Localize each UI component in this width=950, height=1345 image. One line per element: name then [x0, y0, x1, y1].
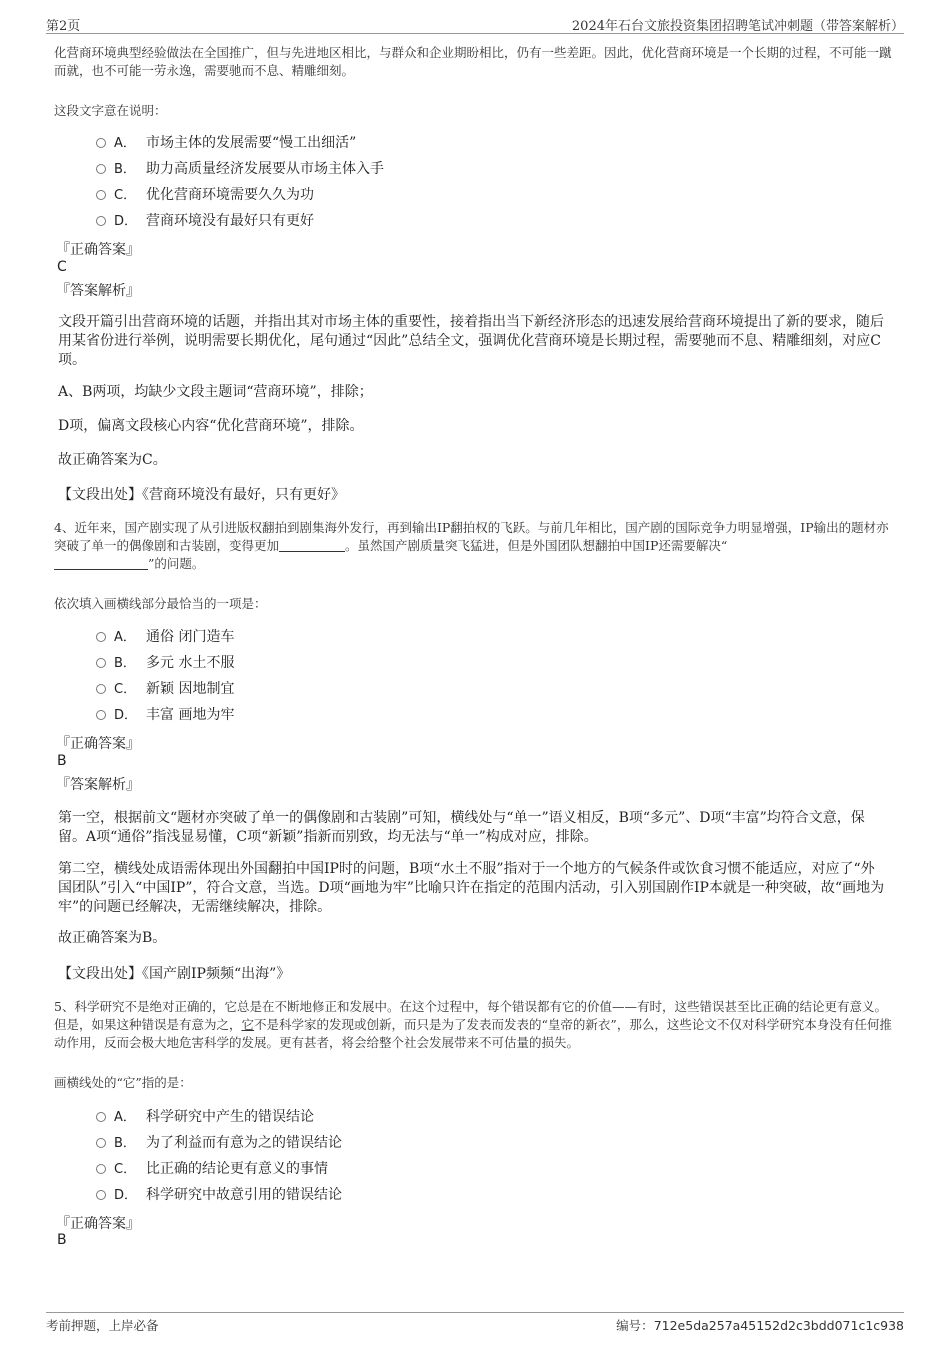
- q5-prompt: 画横线处的“它”指的是：: [54, 1075, 192, 1090]
- q3-option-d[interactable]: D． 营商环境没有最好只有更好: [96, 208, 384, 234]
- radio-icon[interactable]: [96, 1190, 106, 1200]
- page-header: [46, 13, 904, 34]
- q4-option-d[interactable]: D． 丰富 画地为牢: [96, 702, 234, 728]
- q3-option-b[interactable]: B． 助力高质量经济发展要从市场主体入手: [96, 156, 384, 182]
- footer-slogan: 考前押题，上岸必备: [46, 1318, 159, 1333]
- q3-analysis-4: 故正确答案为C。: [58, 452, 167, 468]
- q3-answer-label: 『正确答案』: [56, 242, 140, 258]
- radio-icon[interactable]: [96, 684, 106, 694]
- q3-option-c[interactable]: C． 优化营商环境需要久久为功: [96, 182, 384, 208]
- q4-option-b[interactable]: B． 多元 水土不服: [96, 650, 234, 676]
- q4-analysis-3: 故正确答案为B。: [58, 930, 167, 946]
- q5-option-b[interactable]: B． 为了利益而有意为之的错误结论: [96, 1130, 342, 1156]
- radio-icon[interactable]: [96, 658, 106, 668]
- q3-analysis-3: D项，偏离文段核心内容“优化营商环境”，排除。: [58, 418, 364, 434]
- q5-option-a[interactable]: A． 科学研究中产生的错误结论: [96, 1104, 342, 1130]
- q5-options: [96, 1104, 342, 1208]
- q3-analysis-2: A、B两项，均缺少文段主题词“营商环境”，排除；: [58, 384, 373, 400]
- document-title: 2024年石台文旅投资集团招聘笔试冲刺题（带答案解析）: [571, 19, 904, 34]
- q3-analysis-1: 文段开篇引出营商环境的话题，并指出其对市场主体的重要性，接着指出当下新经济形态的迅速发展给营商环境提出了新的要求，随后用某省份进行举例，说明需要长期优化，尾句通过“因此”总结全文，强调优化营商环境是长期过程，需要驰而不息、精雕细刻，对应C项。: [58, 314, 884, 368]
- q4-analysis-2: 第二空，横线处成语需体现出外国翻拍中国IP时的问题，B项“水土不服”指对于一个地方的气候条件或饮食习惯不能适应，对应了“外国团队”引入“中国IP”，符合文意，当选。D项“画地为牢”比喻只许在指定的范围内活动，引入别国剧作IP本就是一种突破，故“画地为牢”的问题已经解决，无需继续解决，排除。: [58, 861, 885, 915]
- q4-options: [96, 624, 234, 728]
- fill-blank-2: [54, 557, 148, 570]
- q5-answer: B: [57, 1232, 67, 1248]
- radio-icon[interactable]: [96, 164, 106, 174]
- document-id: 编号：712e5da257a45152d2c3bdd071c1c938: [616, 1318, 904, 1333]
- q3-analysis-label: 『答案解析』: [56, 283, 140, 299]
- q4-analysis-1: 第一空，根据前文“题材亦突破了单一的偶像剧和古装剧”可知，横线处与“单一”语义相反，B项“多元”、D项“丰富”均符合文意，保留。A项“通俗”指浅显易懂，C项“新颖”指新而别致，均无法与“单一”构成对应，排除。: [58, 810, 865, 845]
- q4-prompt: 依次填入画横线部分最恰当的一项是：: [54, 596, 267, 611]
- q5-answer-label: 『正确答案』: [56, 1216, 140, 1232]
- q5-option-c[interactable]: C． 比正确的结论更有意义的事情: [96, 1156, 342, 1182]
- q4-answer-label: 『正确答案』: [56, 736, 140, 752]
- document-code: 712e5da257a45152d2c3bdd071c1c938: [653, 1318, 904, 1333]
- page-footer: [46, 1312, 904, 1335]
- q4-answer: B: [57, 753, 67, 769]
- q3-options: [96, 130, 384, 234]
- radio-icon[interactable]: [96, 1112, 106, 1122]
- radio-icon[interactable]: [96, 190, 106, 200]
- page-number: 第2页: [46, 19, 81, 34]
- radio-icon[interactable]: [96, 1164, 106, 1174]
- q3-prompt: 这段文字意在说明：: [54, 103, 167, 118]
- q4-option-c[interactable]: C． 新颖 因地制宜: [96, 676, 234, 702]
- radio-icon[interactable]: [96, 632, 106, 642]
- q3-source: 【文段出处】《营商环境没有最好，只有更好》: [58, 487, 345, 503]
- q3-option-a[interactable]: A． 市场主体的发展需要“慢工出细活”: [96, 130, 384, 156]
- q3-answer: C: [57, 259, 67, 275]
- q4-passage: 4、近年来，国产剧实现了从引进版权翻拍到剧集海外发行，再到输出IP翻拍权的飞跃。与前几年相比，国产剧的国际竞争力明显增强，IP输出的题材亦突破了单一的偶像剧和古装剧，变得更加 。虽然国产剧质量突飞猛进，但是外国团队想翻拍中国IP还需要解决“ ”的问题。: [54, 520, 889, 571]
- q5-passage: 5、科学研究不是绝对正确的，它总是在不断地修正和发展中。在这个过程中，每个错误都有它的价值——有时，这些错误甚至比正确的结论更有意义。但是，如果这种错误是有意为之，它不是科学家的发现或创新，而只是为了发表而发表的“皇帝的新衣”，那么，这些论文不仅对科学研究本身没有任何推动作用，反而会极大地危害科学的发展。更有甚者，将会给整个社会发展带来不可估量的损失。: [54, 999, 892, 1050]
- radio-icon[interactable]: [96, 710, 106, 720]
- q5-option-d[interactable]: D． 科学研究中故意引用的错误结论: [96, 1182, 342, 1208]
- radio-icon[interactable]: [96, 138, 106, 148]
- underlined-pronoun: 它: [241, 1017, 255, 1032]
- q4-analysis-label: 『答案解析』: [56, 777, 140, 793]
- q3-passage: 化营商环境典型经验做法在全国推广，但与先进地区相比，与群众和企业期盼相比，仍有一些差距。因此，优化营商环境是一个长期的过程，不可能一蹴而就，也不可能一劳永逸，需要驰而不息、精雕细刻。: [54, 45, 892, 78]
- q4-source: 【文段出处】《国产剧IP频频“出海”》: [58, 966, 291, 982]
- q4-option-a[interactable]: A． 通俗 闭门造车: [96, 624, 234, 650]
- radio-icon[interactable]: [96, 1138, 106, 1148]
- radio-icon[interactable]: [96, 216, 106, 226]
- fill-blank-1: [279, 539, 345, 552]
